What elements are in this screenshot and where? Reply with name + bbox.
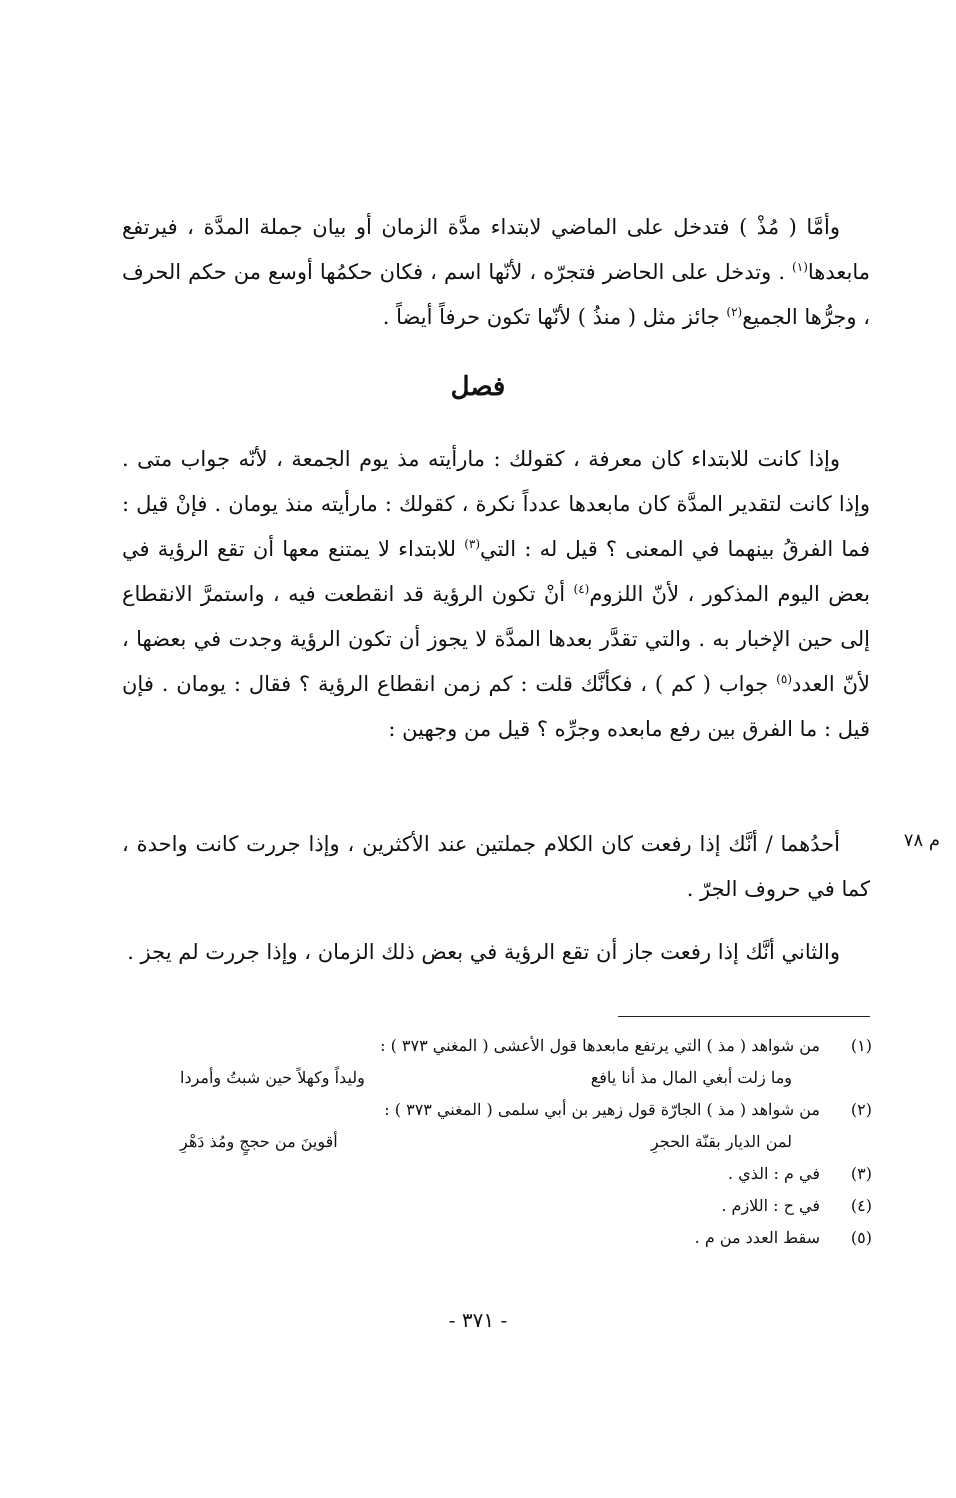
- footnote-ref-5: (٥): [776, 672, 792, 686]
- paragraph-first-reason: [122, 822, 870, 912]
- verse-first-hemistich: وما زلت أبغي المال مذ أنا يافع: [590, 1068, 792, 1087]
- paragraph-ibtida: [122, 437, 870, 752]
- paragraph-text: للابتداء لا يمتنع معها أن تقع الرؤية في بعض اليوم المذكور ، لأنّ اللزوم: [122, 537, 870, 606]
- page-number: - ٣٧١ -: [448, 1308, 508, 1332]
- footnote-ref-2: (٢): [726, 305, 743, 319]
- verse-second-hemistich: وليداً وكهلاً حين شبتُ وأمردا: [180, 1068, 365, 1087]
- footnote-ref-4: (٤): [573, 582, 590, 596]
- footnote-text: في ح : اللازم .: [721, 1196, 820, 1215]
- paragraph-text: والثاني أنَّك إذا رفعت جاز أن تقع الرؤية في بعض ذلك الزمان ، وإذا جررت لم يجز .: [127, 940, 840, 964]
- paragraph-text: وإذا كانت للابتداء كان معرفة ، كقولك : مارأيته مذ يوم الجمعة ، لأنّه جواب متى . وإذا كانت لتقدير المدَّة كان مابعدها عدداً نكرة ، كقولك : مارأيته منذ يومان . فإنْ قيل : فما الفرقُ بينهما في المعنى ؟ قيل له : التي: [122, 447, 871, 561]
- footnotes: [150, 1030, 872, 1254]
- footnote-divider: [618, 1016, 870, 1017]
- footnote-1: [150, 1030, 872, 1062]
- verse-first-hemistich: لمن الديار بقنّة الحجرِ: [650, 1132, 792, 1151]
- footnote-text: في م : الذي .: [728, 1164, 820, 1183]
- paragraph-text: وأمَّا ( مُذْ ) فتدخل على الماضي لابتداء مدَّة الزمان أو بيان جملة المدَّة ، فيرتفع مابعدها: [122, 215, 870, 284]
- paragraph-text: جواب ( كم ) ، فكأنَّك قلت : كم زمن انقطاع الرؤية ؟ فقال : يومان . فإن قيل : ما الفرق بين رفع مابعده وجرِّه ؟ قيل من وجهين :: [122, 672, 870, 741]
- manuscript-margin-note: م ٧٨: [903, 830, 940, 851]
- paragraph-text: أنْ تكون الرؤية قد انقطعت فيه ، واستمرَّ الانقطاع إلى حين الإخبار به . والتي تقدَّر بعدها المدَّة لا يجوز أن تكون الرؤية وجدت في بعضها ، لأنّ العدد: [122, 582, 871, 696]
- footnote-1-verse: [150, 1062, 872, 1094]
- footnote-ref-1: (١): [792, 260, 808, 274]
- footnote-text: من شواهد ( مذ ) التي يرتفع مابعدها قول الأعشى ( المغني ٣٧٣ ) :: [380, 1036, 820, 1055]
- paragraph-second-reason: [122, 930, 870, 975]
- footnote-2-verse: [150, 1126, 872, 1158]
- footnote-number: (٤): [850, 1196, 872, 1215]
- paragraph-mudh: [122, 205, 870, 340]
- footnote-3: [150, 1158, 872, 1190]
- footnote-text: سقط العدد من م .: [694, 1228, 820, 1247]
- footnote-number: (٣): [850, 1164, 872, 1183]
- footnote-5: [150, 1222, 872, 1254]
- paragraph-text: . وتدخل على الحاضر فتجرّه ، لأنّها اسم ، فكان حكمُها أوسع من حكم الحرف ، وجرُّها الجميع: [122, 260, 870, 329]
- footnote-2: [150, 1094, 872, 1126]
- footnote-text: من شواهد ( مذ ) الجارّة قول زهير بن أبي سلمى ( المغني ٣٧٣ ) :: [384, 1100, 820, 1119]
- footnote-ref-3: (٣): [464, 537, 481, 551]
- paragraph-text: أحدُهما / أنَّك إذا رفعت كان الكلام جملتين عند الأكثرين ، وإذا جررت كانت واحدة ، كما في حروف الجرّ .: [122, 832, 870, 901]
- section-heading: فصل: [450, 372, 506, 402]
- footnote-number: (٥): [850, 1228, 872, 1247]
- verse-second-hemistich: أقوينَ من حججٍ ومُذ دَهْرِ: [180, 1132, 338, 1151]
- footnote-4: [150, 1190, 872, 1222]
- paragraph-text: جائز مثل ( منذُ ) لأنّها تكون حرفاً أيضاً .: [382, 305, 727, 329]
- footnote-number: (١): [850, 1036, 872, 1055]
- footnote-number: (٢): [850, 1100, 872, 1119]
